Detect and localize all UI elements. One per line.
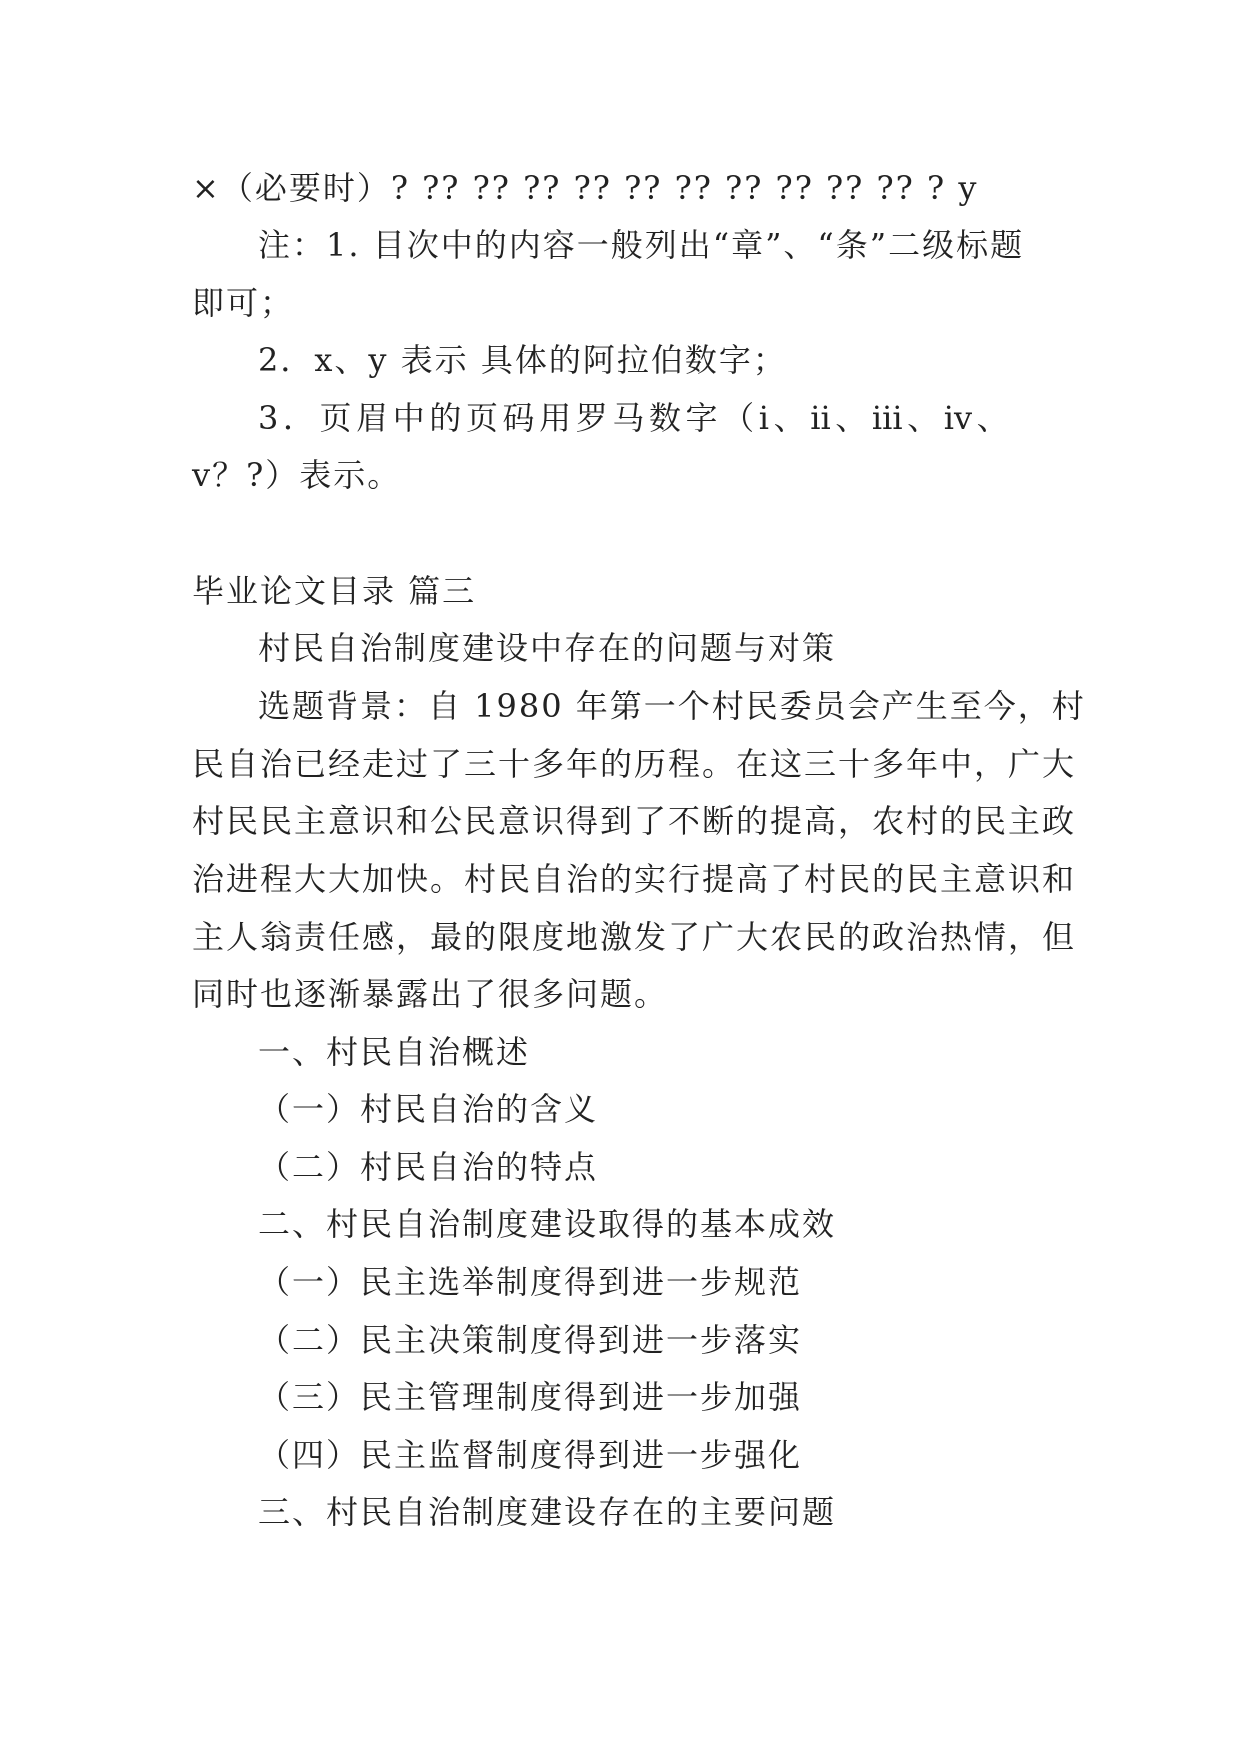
- background-line-6: 同时也逐渐暴露出了很多问题。: [192, 975, 669, 1013]
- background-line-3: 村民民主意识和公民意识得到了不断的提高，农村的民主政: [192, 802, 1077, 840]
- background-line-5: 主人翁责任感，最的限度地激发了广大农民的政治热情，但: [192, 918, 1077, 956]
- outline-item: 一、村民自治概述: [258, 1033, 531, 1071]
- toc-line: ×（必要时）? ?? ?? ?? ?? ?? ?? ?? ?? ?? ?? ? y: [192, 169, 979, 207]
- background-line-2: 民自治已经走过了三十多年的历程。在这三十多年中，广大: [192, 745, 1077, 783]
- outline-item: （一）民主选举制度得到进一步规范: [258, 1263, 803, 1301]
- background-line-4: 治进程大大加快。村民自治的实行提高了村民的民主意识和: [192, 860, 1077, 898]
- note-1-line-b: 即可；: [192, 284, 295, 322]
- outline-item: （三）民主管理制度得到进一步加强: [258, 1378, 803, 1416]
- note-1-line-a: 注：1. 目次中的内容一般列出“章”、“条”二级标题: [258, 226, 1025, 264]
- outline-item: （一）村民自治的含义: [258, 1090, 599, 1128]
- section-heading: 毕业论文目录 篇三: [192, 572, 477, 610]
- outline-item: （四）民主监督制度得到进一步强化: [258, 1436, 803, 1474]
- note-3-line-b: ⅴ？?）表示。: [192, 456, 402, 494]
- thesis-title: 村民自治制度建设中存在的问题与对策: [258, 629, 837, 667]
- outline-item: （二）民主决策制度得到进一步落实: [258, 1321, 803, 1359]
- outline-item: 三、村民自治制度建设存在的主要问题: [258, 1493, 837, 1531]
- background-line-1: 选题背景：自 1980 年第一个村民委员会产生至今，村: [258, 687, 1086, 725]
- outline-item: 二、村民自治制度建设取得的基本成效: [258, 1205, 837, 1243]
- note-3-line-a: 3．页眉中的页码用罗马数字（ⅰ、ⅱ、ⅲ、ⅳ、: [258, 399, 1014, 437]
- outline-item: （二）村民自治的特点: [258, 1148, 599, 1186]
- note-2: 2．x、y 表示 具体的阿拉伯数字；: [258, 341, 787, 379]
